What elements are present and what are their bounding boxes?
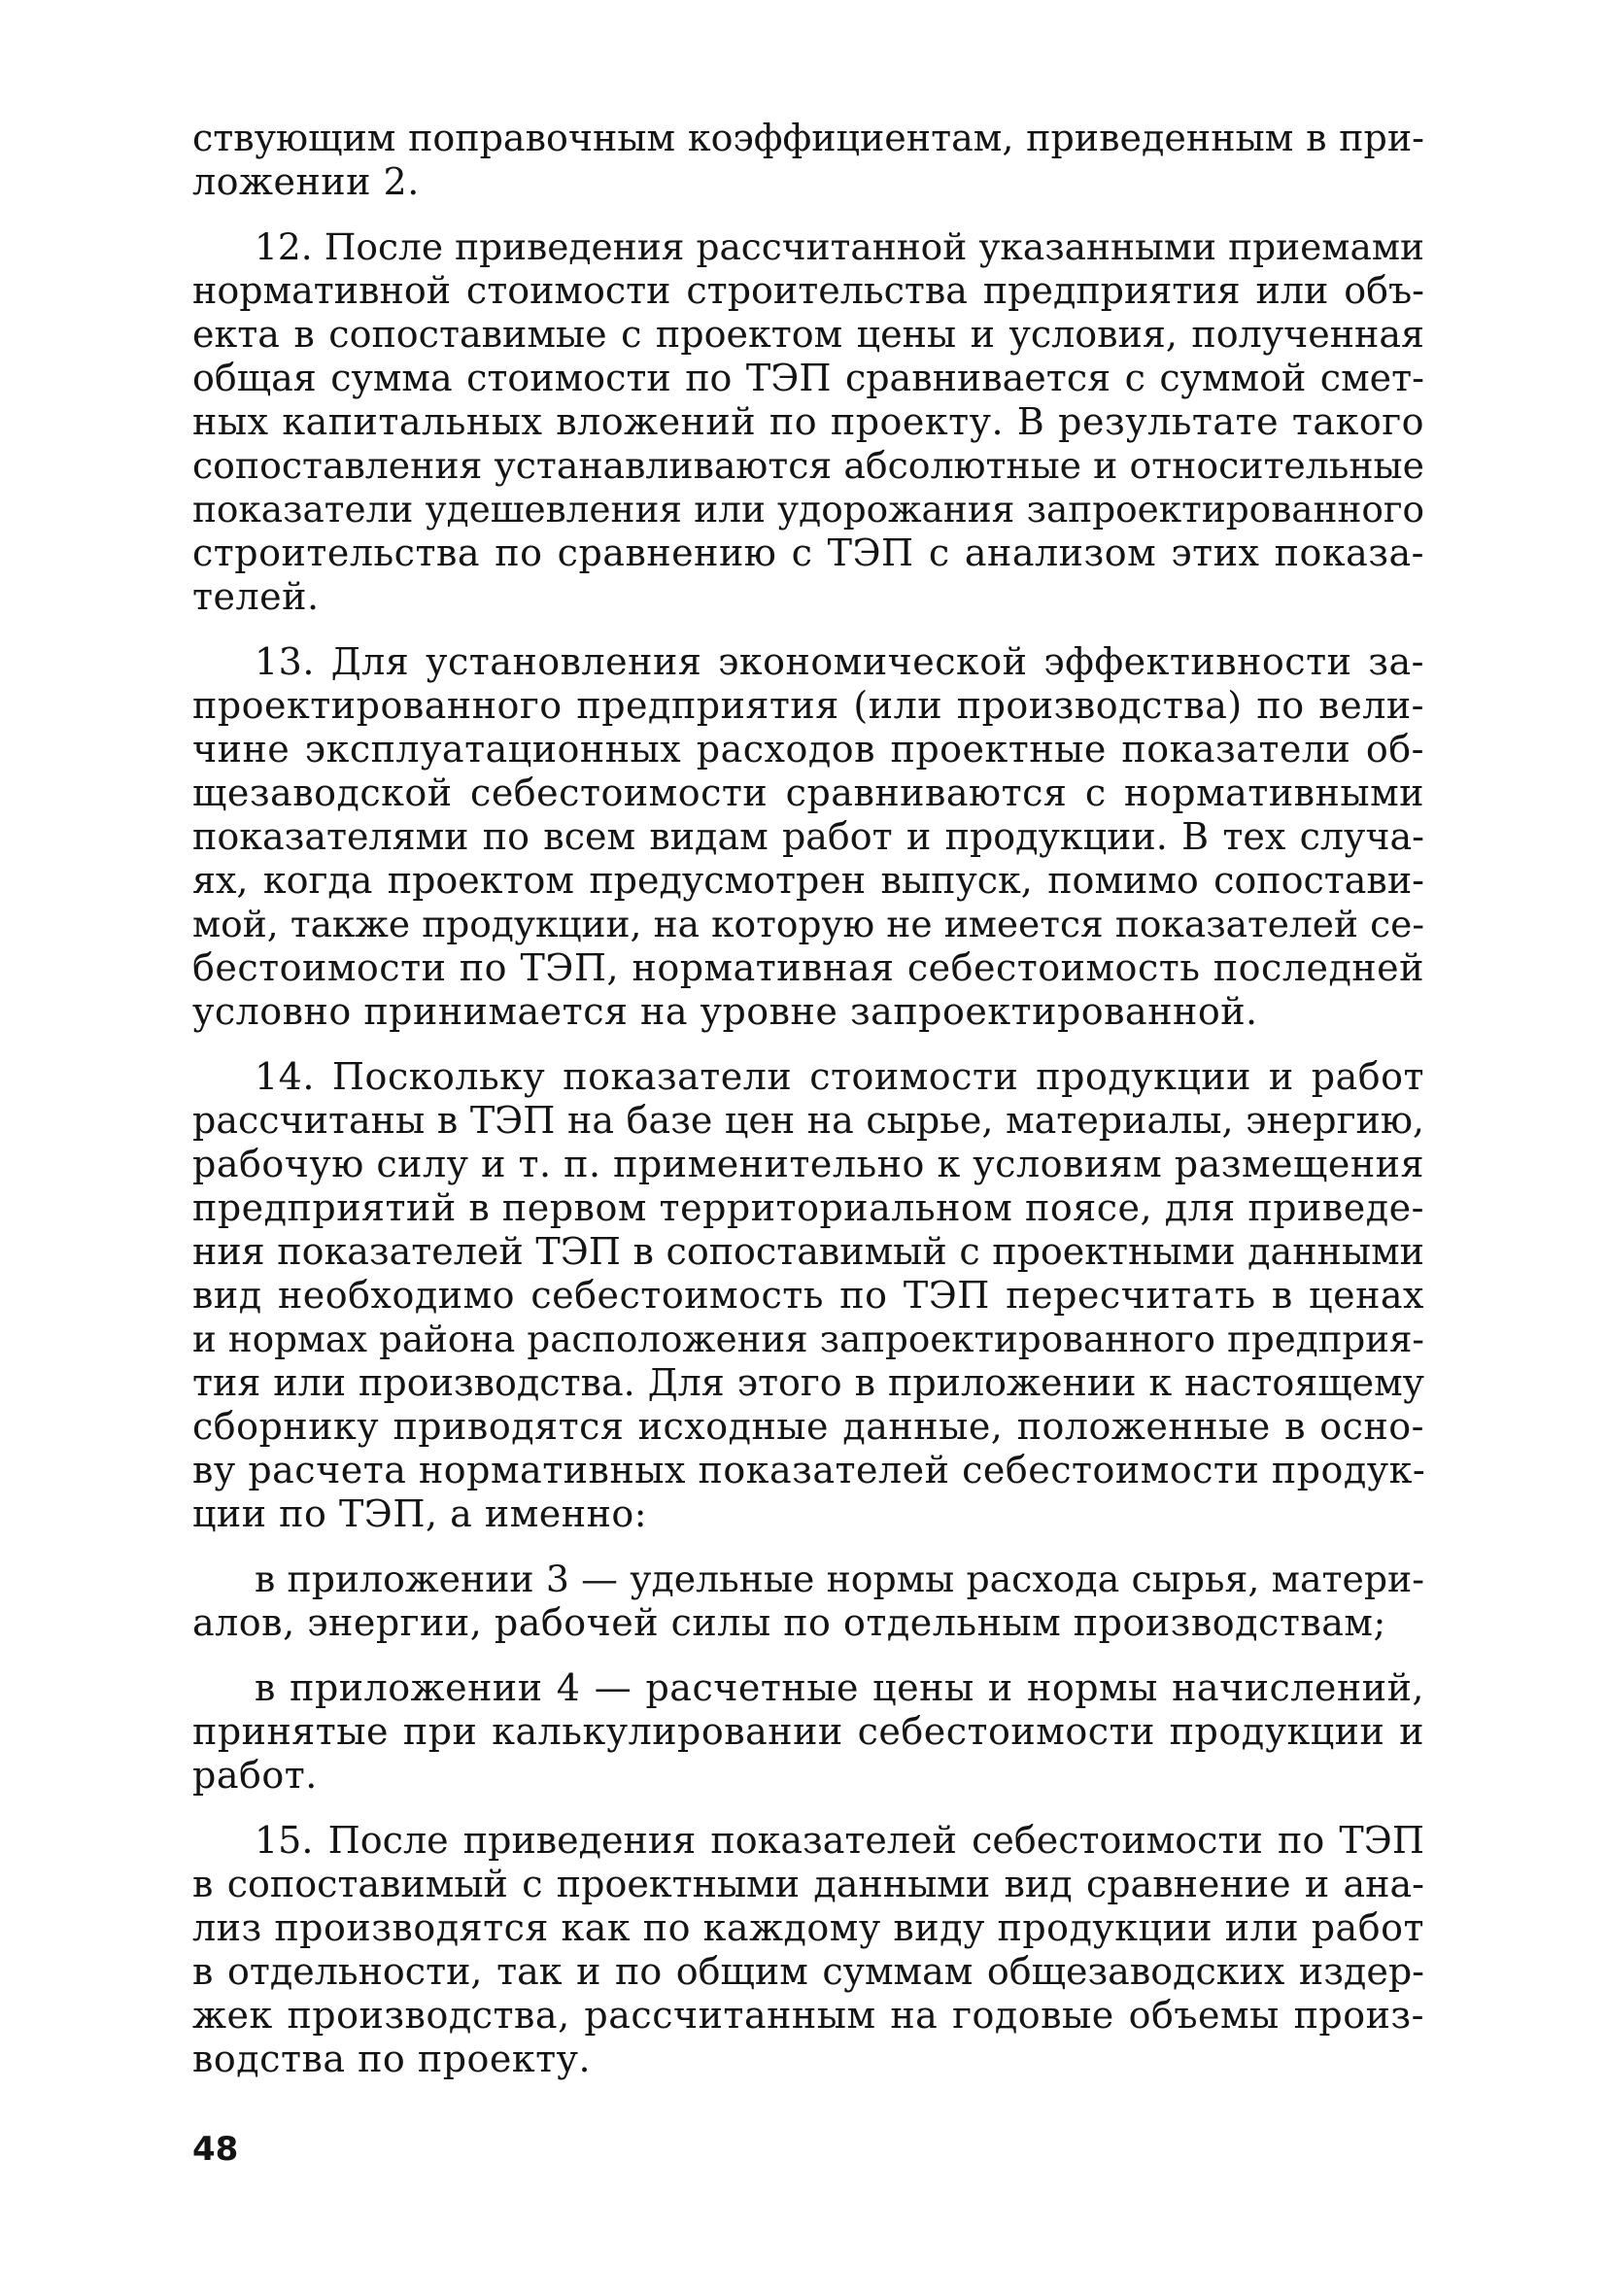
text-line: условно принимается на уровне запроектированной.: [192, 990, 1258, 1033]
text-line: водства по проекту.: [192, 2038, 592, 2080]
text-line: работ.: [192, 1754, 318, 1797]
page-text: [192, 117, 1424, 2081]
text-line: рассчитаны в ТЭП на базе цен на сырье, материалы, энергию,: [192, 1099, 1424, 1142]
text-line: чине эксплуатационных расходов проектные показатели об-: [192, 728, 1424, 771]
text-line: строительства по сравнению с ТЭП с анализом этих показа-: [192, 531, 1424, 574]
text-line: 15. После приведения показателей себестоимости по ТЭП: [255, 1819, 1424, 1862]
text-line: сборнику приводятся исходные данные, положенные в осно-: [192, 1405, 1424, 1448]
text-line: ных капитальных вложений по проекту. В результате такого: [192, 400, 1424, 443]
text-line: алов, энергии, рабочей силы по отдельным производствам;: [192, 1601, 1386, 1644]
page-number: 48: [192, 2130, 239, 2169]
paragraph-continuation: [192, 117, 1424, 204]
text-line: показатели удешевления или удорожания запроектированного: [192, 488, 1424, 531]
text-line: ции по ТЭП, а именно:: [192, 1492, 648, 1535]
text-line: ях, когда проектом предусмотрен выпуск, помимо сопостави-: [192, 859, 1424, 902]
text-line: в сопоставимый с проектными данными вид сравнение и ана-: [192, 1863, 1424, 1905]
text-line: в приложении 4 — расчетные цены и нормы начислений,: [255, 1666, 1424, 1709]
text-line: проектированного предприятия (или производства) по вели-: [192, 684, 1424, 727]
text-line: вид необходимо себестоимость по ТЭП пересчитать в ценах: [192, 1274, 1424, 1317]
text-line: бестоимости по ТЭП, нормативная себестоимость последней: [192, 946, 1424, 989]
text-line: ложении 2.: [192, 160, 420, 203]
paragraph-15: [192, 1819, 1424, 2081]
list-item-appendix-3: [192, 1558, 1424, 1645]
text-line: 13. Для установления экономической эффективности за-: [255, 640, 1424, 683]
paragraph-12: [192, 225, 1424, 619]
text-line: рабочую силу и т. п. применительно к условиям размещения: [192, 1143, 1424, 1185]
text-line: нормативной стоимости строительства предприятия или объ-: [192, 269, 1424, 312]
text-line: предприятий в первом территориальном поясе, для приведе-: [192, 1186, 1424, 1229]
text-line: сопоставления устанавливаются абсолютные и относительные: [192, 444, 1424, 487]
paragraph-14: [192, 1055, 1424, 1536]
text-line: ния показателей ТЭП в сопоставимый с проектными данными: [192, 1230, 1424, 1273]
text-line: и нормах района расположения запроектированного предприя-: [192, 1318, 1424, 1360]
text-line: телей.: [192, 575, 320, 618]
text-line: показателями по всем видам работ и продукции. В тех случа-: [192, 815, 1424, 858]
text-line: тия или производства. Для этого в приложении к настоящему: [192, 1361, 1424, 1404]
text-line: 12. После приведения рассчитанной указанными приемами: [255, 225, 1424, 268]
list-item-appendix-4: [192, 1666, 1424, 1798]
text-line: лиз производятся как по каждому виду продукции или работ: [192, 1906, 1424, 1949]
text-line: екта в сопоставимые с проектом цены и условия, полученная: [192, 313, 1424, 356]
text-line: в приложении 3 — удельные нормы расхода сырья, матери-: [255, 1558, 1424, 1600]
paragraph-13: [192, 640, 1424, 1034]
text-line: мой, также продукции, на которую не имеется показателей се-: [192, 903, 1424, 945]
text-line: в отдельности, так и по общим суммам общезаводских издер-: [192, 1950, 1424, 1993]
text-line: ствующим поправочным коэффициентам, приведенным в при-: [192, 117, 1424, 159]
text-line: жек производства, рассчитанным на годовые объемы произ-: [192, 1994, 1424, 2037]
text-line: 14. Поскольку показатели стоимости продукции и работ: [255, 1055, 1424, 1098]
text-line: щезаводской себестоимости сравниваются с нормативными: [192, 771, 1424, 814]
text-line: принятые при калькулировании себестоимости продукции и: [192, 1710, 1424, 1753]
text-line: ву расчета нормативных показателей себестоимости продук-: [192, 1449, 1426, 1491]
text-line: общая сумма стоимости по ТЭП сравнивается с суммой смет-: [192, 357, 1424, 399]
